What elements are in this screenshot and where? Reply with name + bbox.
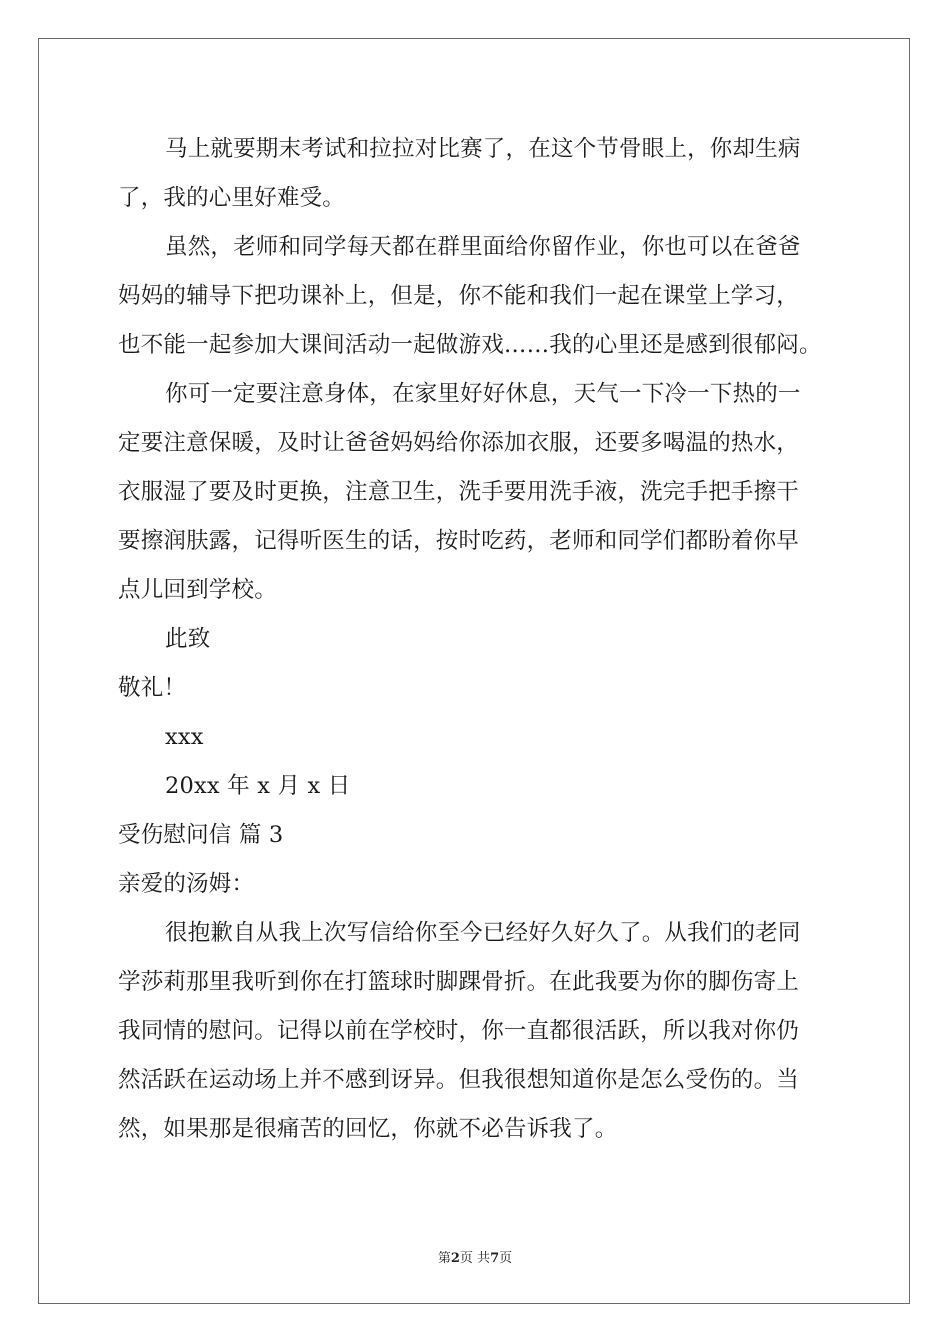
text-line: 此致	[165, 626, 211, 652]
text-line: 受伤慰问信 篇 3	[118, 822, 284, 848]
text-line: 你可一定要注意身体，在家里好好休息，天气一下冷一下热的一	[165, 381, 801, 407]
text-line: 点儿回到学校。	[118, 577, 277, 603]
text-line: 学莎莉那里我听到你在打篮球时脚踝骨折。在此我要为你的脚伤寄上	[118, 969, 800, 995]
page-suffix: 页	[499, 1251, 513, 1266]
text-line: 我同情的慰问。记得以前在学校时，你一直都很活跃，所以我对你仍	[118, 1018, 800, 1044]
text-line: xxx	[165, 724, 204, 750]
page-middle-text: 页 共	[459, 1251, 491, 1266]
total-page-number: 7	[490, 1251, 500, 1266]
text-line: 衣服湿了要及时更换，注意卫生，洗手要用洗手液，洗完手把手擦干	[118, 479, 800, 505]
text-line: 了，我的心里好难受。	[118, 185, 346, 211]
document-body	[118, 125, 836, 1154]
text-line: 20xx 年 x 月 x 日	[165, 773, 351, 799]
text-line: 敬礼！	[118, 675, 187, 701]
page-footer	[0, 1247, 950, 1266]
text-line: 定要注意保暖，及时让爸爸妈妈给你添加衣服，还要多喝温的热水，	[118, 430, 800, 456]
text-line: 亲爱的汤姆：	[118, 871, 255, 897]
text-line: 然，如果那是很痛苦的回忆，你就不必告诉我了。	[118, 1116, 618, 1142]
page-prefix: 第	[437, 1251, 451, 1266]
text-line: 马上就要期末考试和拉拉对比赛了，在这个节骨眼上，你却生病	[165, 136, 801, 162]
text-line: 虽然，老师和同学每天都在群里面给你留作业，你也可以在爸爸	[165, 234, 801, 260]
text-line: 然活跃在运动场上并不感到讶异。但我很想知道你是怎么受伤的。当	[118, 1067, 800, 1093]
text-line: 很抱歉自从我上次写信给你至今已经好久好久了。从我们的老同	[165, 920, 801, 946]
text-line: 也不能一起参加大课间活动一起做游戏……我的心里还是感到很郁闷。	[118, 332, 822, 358]
text-line: 妈妈的辅导下把功课补上，但是，你不能和我们一起在课堂上学习，	[118, 283, 800, 309]
current-page-number: 2	[450, 1251, 460, 1266]
text-line: 要擦润肤露，记得听医生的话，按时吃药，老师和同学们都盼着你早	[118, 528, 800, 554]
